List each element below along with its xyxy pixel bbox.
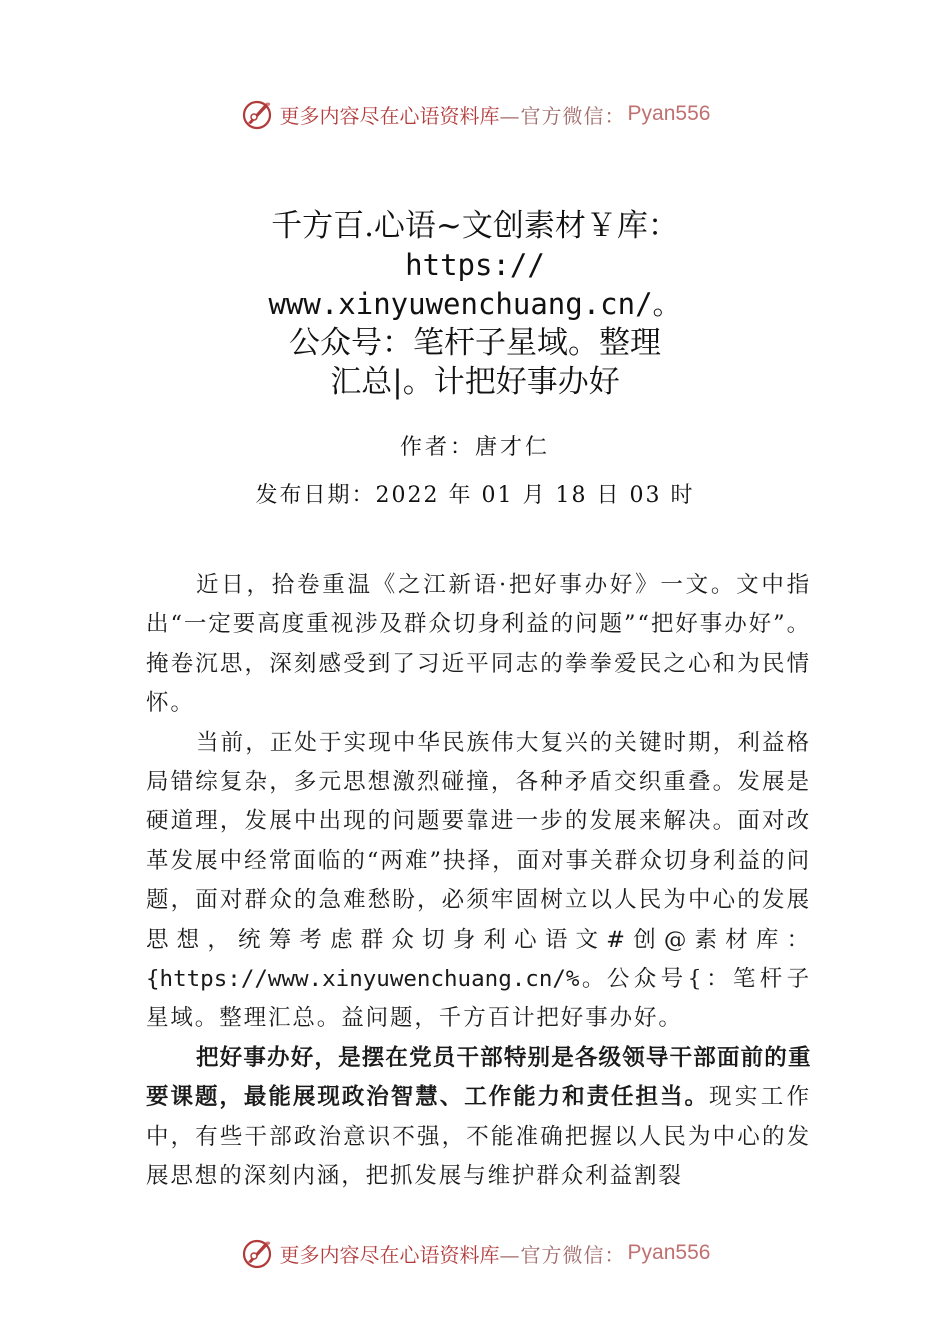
paragraph-3-text: 现实工作中，有些干部政治意识不强，不能准确把握以人民为中心的发展思想的深刻内涵，把抓发展与维护群众利益割裂 <box>146 1084 811 1190</box>
banner-wechat-label: —官方微信： <box>499 1242 626 1267</box>
paragraph-3-bold: 把好事办好，是摆在党员干部特别是各级领导干部面前的重要课题，最能展现政治智慧、工作能力和责任担当。 <box>146 1044 811 1111</box>
banner-main-text: 更多内容尽在心语资料库 <box>279 103 500 128</box>
document-title <box>200 207 750 402</box>
title-line-4: 公众号：笔杆子星域。整理 <box>289 325 661 361</box>
title-line-1: 千方百.心语~文创素材￥库： <box>271 208 679 244</box>
article-body <box>146 566 811 1197</box>
paragraph-2-url: {https://www.xinyuwenchuang.cn/%。 <box>146 966 607 993</box>
title-line-5: 汇总|。计把好事办好 <box>330 364 620 400</box>
paragraph-2 <box>146 724 811 1039</box>
title-line-2: https:// <box>405 248 545 282</box>
paragraph-1: 近日，拾卷重温《之江新语·把好事办好》一文。文中指出“一定要高度重视涉及群众切身利益的问题”“把好事办好”。掩卷沉思，深刻感受到了习近平同志的拳拳爱民之心和为民情怀。 <box>146 572 811 717</box>
paragraph-2-tail: 公众号{：笔杆子星域。整理汇总。益问题，千方百计把好事办好。 <box>146 966 812 1032</box>
banner-wechat-id: Pyan556 <box>627 102 711 125</box>
quill-pen-logo-icon <box>240 97 274 131</box>
author-line: 作者：唐才仁 <box>399 435 550 460</box>
title-line-3: www.xinyuwenchuang.cn/。 <box>268 287 682 321</box>
paragraph-2-text: 当前，正处于实现中华民族伟大复兴的关键时期，利益格局错综复杂，多元思想激烈碰撞，各种矛盾交织重叠。发展是硬道理，发展中出现的问题要靠进一步的发展来解决。面对改革发展中经常面临的“两难”抉择，面对事关群众切身利益的问题，面对群众的急难愁盼，必须牢固树立以人民为中心的发展思想，统筹考虑群众切身利心语文#创@素材库： <box>146 729 811 953</box>
publish-date: 发布日期：2022 年 01 月 18 日 03 时 <box>255 483 695 508</box>
footer-banner <box>0 1233 950 1273</box>
header-banner <box>0 94 950 134</box>
banner-main-text: 更多内容尽在心语资料库 <box>279 1242 500 1267</box>
banner-wechat-id: Pyan556 <box>627 1241 711 1264</box>
banner-wechat-label: —官方微信： <box>499 103 626 128</box>
paragraph-3 <box>146 1039 811 1197</box>
quill-pen-logo-icon <box>240 1236 274 1270</box>
